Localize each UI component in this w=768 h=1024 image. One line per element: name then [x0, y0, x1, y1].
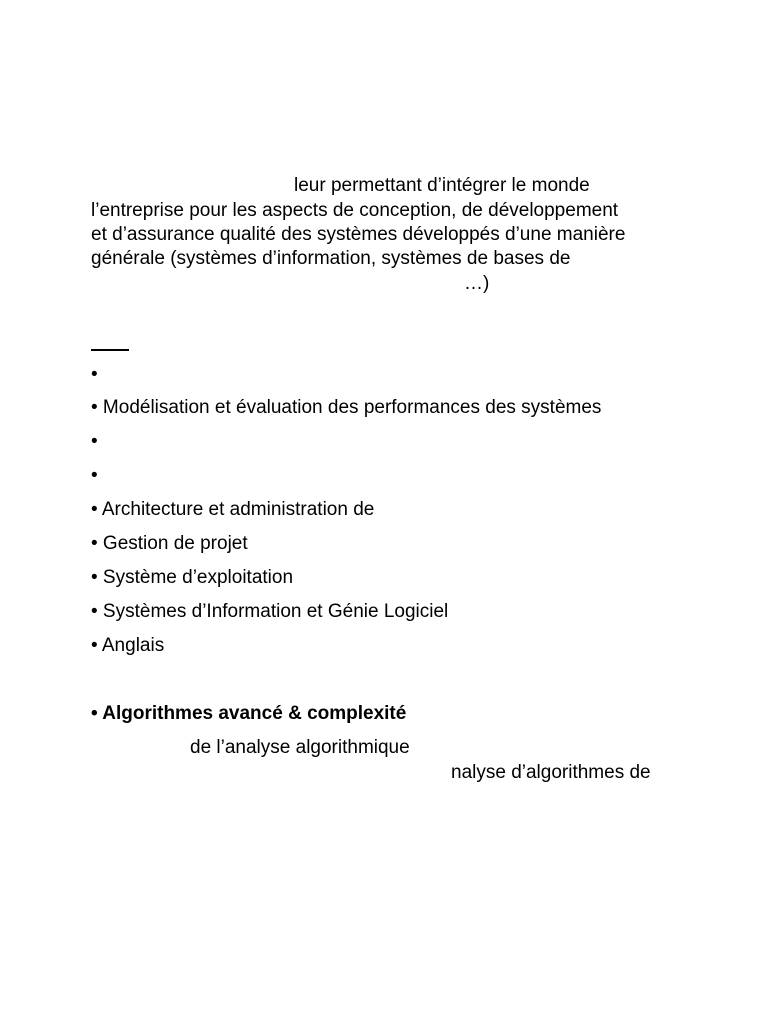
- bullet-item: •: [91, 465, 98, 486]
- intro-line-2: l’entreprise pour les aspects de conception, de développement: [91, 200, 619, 221]
- intro-line-5: …): [464, 273, 490, 294]
- bullet-item: • Modélisation et évaluation des performances des systèmes: [91, 397, 602, 418]
- bullet-item: • Système d’exploitation: [91, 567, 294, 588]
- intro-line-4: générale (systèmes d’information, systèmes de bases de: [91, 248, 571, 269]
- course-title: • Algorithmes avancé & complexité: [91, 703, 407, 724]
- section-divider: [91, 349, 129, 351]
- bullet-item: • Architecture et administration de: [91, 499, 375, 520]
- bullet-item: •: [91, 431, 98, 452]
- bullet-item: •: [91, 364, 98, 385]
- course-line-2: nalyse d’algorithmes de: [451, 762, 651, 783]
- course-line-1: de l’analyse algorithmique: [190, 737, 410, 758]
- bullet-item: • Systèmes d’Information et Génie Logiciel: [91, 601, 449, 622]
- intro-line-3: et d’assurance qualité des systèmes développés d’une manière: [91, 224, 626, 245]
- bullet-item: • Anglais: [91, 635, 165, 656]
- bullet-item: • Gestion de projet: [91, 533, 248, 554]
- intro-line-1: leur permettant d’intégrer le monde: [294, 175, 590, 196]
